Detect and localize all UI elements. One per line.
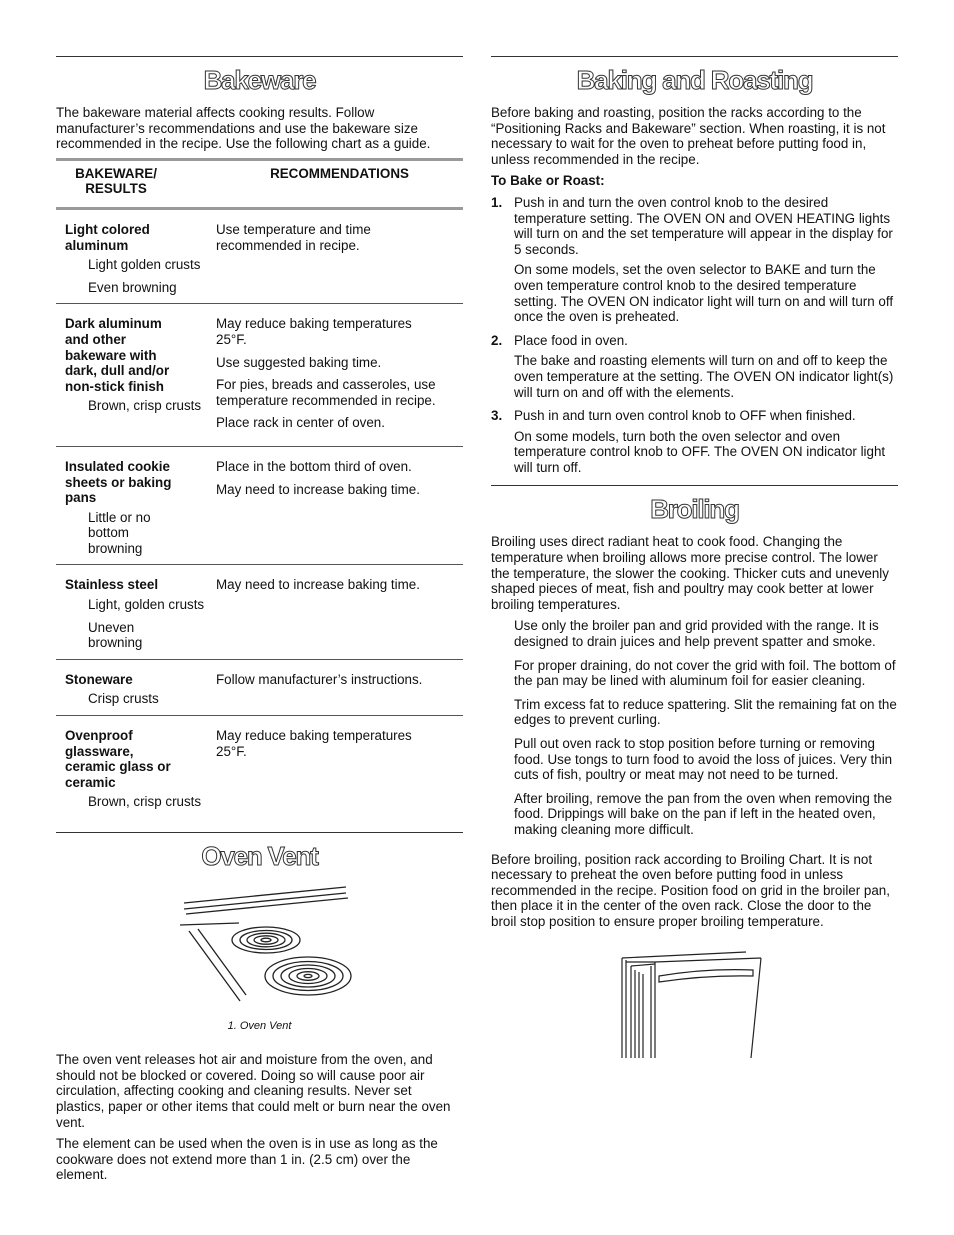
list-item — [491, 195, 898, 329]
step-note: The bake and roasting elements will turn on and off to keep the oven temperature at the setting. The OVEN ON indicator light(s) will turn on and off with the elements. — [514, 353, 894, 400]
list-item: After broiling, remove the pan from the oven when removing the food. Drippings will bake on the pan if left in the heated oven, making cleaning more difficult. — [514, 790, 893, 837]
result-text: Brown, crisp crusts — [88, 398, 202, 414]
bakeware-intro: The bakeware material affects cooking results. Follow manufacturer’s recommendations and use the bakeware size recommended in the recipe. Use the following chart as a guide. — [56, 105, 431, 152]
oven-vent-paragraph: The oven vent releases hot air and moisture from the oven, and should not be blocked or covered. Doing so will cause poor air circulation, affecting cooking and cleaning results. Never set plastics, paper or other items that could melt or burn near the oven vent. — [56, 1052, 451, 1130]
table-row — [56, 447, 463, 566]
material-name: Ovenproof glassware, ceramic glass or ceramic — [65, 728, 171, 790]
section-divider — [56, 56, 463, 57]
recommendation-text: Use suggested baking time. — [216, 354, 382, 370]
result-text: Brown, crisp crusts — [88, 794, 202, 810]
step-number: 1. — [491, 194, 503, 210]
list-item: Trim excess fat to reduce spattering. Slit the remaining fat on the edges to prevent curling. — [514, 696, 897, 728]
baking-roasting-intro: Before baking and roasting, position the racks according to the “Positioning Racks and Bakeware” section. When roasting, it is not necessary to wait for the oven to preheat before putting food in, unless recommended in the recipe. — [491, 105, 886, 167]
header-bakeware-results: BAKEWARE/ RESULTS — [75, 165, 157, 197]
broiling-intro: Broiling uses direct radiant heat to cook food. Changing the temperature when broiling allows more precise control. The lower the temperature, the slower the cooking. Thicker cuts and unevenly shaped pieces of meat, fish and poultry may cook better at lower broiling temperatures. — [491, 534, 889, 612]
step-number: 2. — [491, 332, 503, 348]
oven-door-broil-stop-icon — [491, 948, 898, 1060]
recommendation-text: For pies, breads and casseroles, use temperature recommended in recipe. — [216, 377, 436, 408]
material-name: Insulated cookie sheets or baking pans — [65, 458, 172, 506]
result-text: Uneven browning — [88, 619, 143, 651]
broiling-tips — [491, 618, 898, 837]
step-note: On some models, turn both the oven selector and oven temperature control knob to OFF. The OVEN ON indicator light will turn off. — [514, 428, 886, 475]
header-recommendations: RECOMMENDATIONS — [270, 165, 409, 181]
recommendation-text: Follow manufacturer’s instructions. — [216, 671, 423, 687]
step-text: Push in and turn the oven control knob to the desired temperature setting. The OVEN ON and OVEN HEATING lights will turn on and the set temperature will appear in the display for 5 seconds. — [514, 194, 893, 257]
baking-roasting-section — [491, 56, 898, 479]
list-item — [491, 333, 898, 404]
material-name: Stoneware — [65, 671, 133, 687]
result-text: Light, golden crusts — [88, 597, 205, 613]
left-column — [56, 56, 463, 1189]
right-column — [491, 56, 898, 1063]
oven-vent-paragraph: The element can be used when the oven is in use as long as the cookware does not extend more than 1 in. (2.5 cm) over the element. — [56, 1136, 438, 1183]
table-row — [56, 304, 463, 447]
table-row — [56, 660, 463, 716]
bakeware-section — [56, 56, 463, 832]
recommendation-text: May reduce baking temperatures 25°F. — [216, 316, 412, 347]
cooktop-vent-icon — [56, 881, 463, 1011]
bake-roast-subheading: To Bake or Roast: — [491, 173, 605, 189]
broiling-title: Broiling — [650, 494, 739, 525]
section-divider — [56, 832, 463, 833]
bake-roast-steps — [491, 195, 898, 480]
list-item: Pull out oven rack to stop position before turning or removing food. Use tongs to turn food to avoid the loss of juices. Very thin cuts of fish, poultry or meat may not need to be turned. — [514, 736, 893, 783]
section-divider — [491, 56, 898, 57]
material-name: Stainless steel — [65, 577, 159, 593]
broiling-section — [491, 485, 898, 1063]
table-row — [56, 210, 463, 304]
material-name: Dark aluminum and other bakeware with dark, dull and/or non-stick finish — [65, 316, 170, 394]
step-text: Place food in oven. — [514, 332, 628, 348]
recommendation-text: May reduce baking temperatures 25°F. — [216, 728, 412, 759]
baking-roasting-title: Baking and Roasting — [576, 65, 813, 95]
recommendation-text: May need to increase baking time. — [216, 577, 420, 593]
list-item — [491, 408, 898, 479]
recommendation-text: Place in the bottom third of oven. — [216, 458, 412, 474]
recommendation-text: Place rack in center of oven. — [216, 415, 385, 431]
step-note: On some models, set the oven selector to BAKE and turn the oven temperature control knob to the desired temperature setting. The OVEN ON indicator light will turn on and will turn off once the oven is preheated. — [514, 262, 894, 325]
bakeware-title: Bakeware — [203, 65, 316, 95]
bakeware-table — [56, 158, 463, 832]
material-name: Light colored aluminum — [65, 221, 150, 253]
table-row — [56, 565, 463, 659]
table-row — [56, 716, 463, 832]
oven-vent-section — [56, 832, 463, 1183]
oven-vent-illustration — [56, 881, 463, 1034]
result-text: Crisp crusts — [88, 691, 159, 707]
oven-vent-title: Oven Vent — [201, 841, 318, 871]
section-divider — [491, 485, 898, 486]
step-text: Push in and turn oven control knob to OFF when finished. — [514, 408, 856, 424]
oven-door-illustration — [491, 948, 898, 1064]
recommendation-text: Use temperature and time recommended in recipe. — [216, 221, 371, 253]
result-text: Little or no bottom browning — [88, 509, 151, 556]
result-text: Even browning — [88, 279, 177, 295]
step-number: 3. — [491, 408, 503, 424]
figure-caption: 1. Oven Vent — [227, 1019, 292, 1032]
list-item: Use only the broiler pan and grid provided with the range. It is designed to drain juices and help prevent spatter and smoke. — [514, 618, 879, 650]
broiling-closing: Before broiling, position rack according to Broiling Chart. It is not necessary to preheat the oven before putting food in unless recommended in the recipe. Position food on grid in the broiler pan, then place it in the center of the oven rack. Close the door to the broil stop position to ensure proper broiling temperature. — [491, 851, 890, 929]
list-item: For proper draining, do not cover the grid with foil. The bottom of the pan may be lined with aluminum foil for easier cleaning. — [514, 657, 896, 689]
result-text: Light golden crusts — [88, 257, 201, 273]
recommendation-text: May need to increase baking time. — [216, 481, 420, 497]
table-header — [56, 161, 463, 210]
